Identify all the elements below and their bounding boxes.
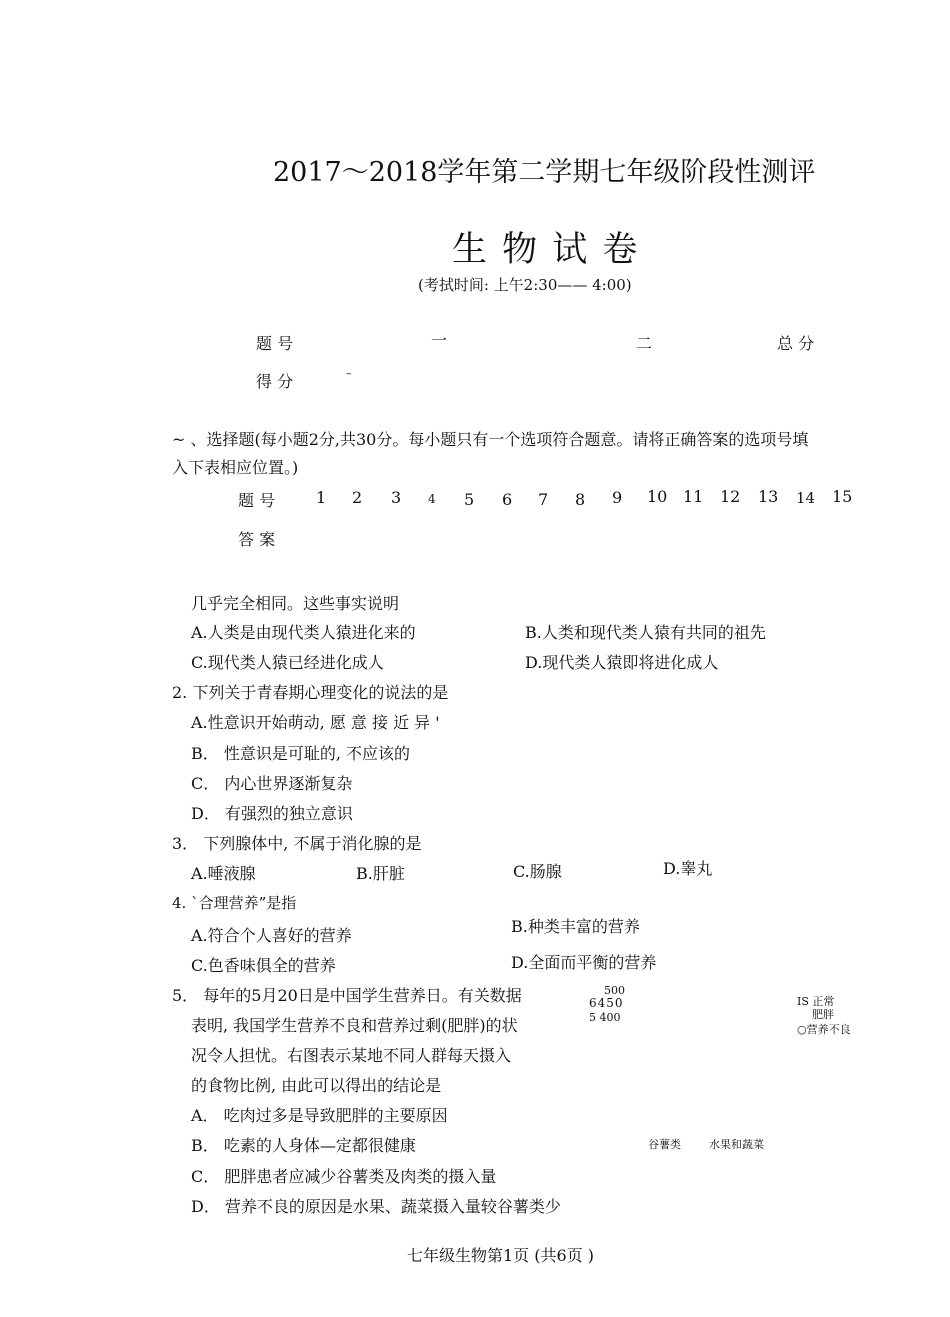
q5-option-c: C． 肥胖患者应减少谷薯类及肉类的摄入量: [191, 1167, 497, 1186]
answer-table-number: 1: [316, 488, 327, 507]
q5-stem-line4: 的食物比例, 由此可以得出的结论是: [191, 1076, 442, 1095]
q3-stem: 3． 下列腺体中, 不属于消化腺的是: [172, 834, 422, 853]
answer-table-number: 15: [832, 487, 853, 506]
answer-table-number: 3: [391, 488, 402, 507]
q3-option-a: A.唾液腺: [191, 864, 256, 883]
q4-option-a: A.符合个人喜好的营养: [191, 926, 352, 945]
q4-option-d: D.全面而平衡的营养: [511, 953, 657, 972]
q3-option-b: B.肝脏: [356, 864, 405, 883]
q2-option-b: B． 性意识是可耻的, 不应该的: [191, 744, 411, 763]
figure-legend-obese: 肥胖: [812, 1008, 834, 1021]
q5-stem-line2: 表明, 我国学生营养不良和营养过剩(肥胖)的状: [191, 1016, 518, 1035]
q1-stem: 几乎完全相同。这些事实说明: [191, 594, 400, 613]
answer-table-answer-label: 答 案: [238, 530, 276, 549]
q2-option-d: D． 有强烈的独立意识: [191, 804, 353, 823]
section-instructions-line1: ~ 、选择题(每小题2分,共30分。每小题只有一个选项符合题意。请将正确答案的选项号填: [172, 430, 809, 449]
q3-option-c: C.肠腺: [513, 862, 562, 881]
exam-title: 2017～2018学年第二学期七年级阶段性测评: [273, 157, 816, 188]
figure-legend-normal: IS 正常: [797, 995, 835, 1008]
q3-option-d: D.睾丸: [663, 859, 713, 878]
score-table-col-total: 总 分: [777, 334, 815, 353]
score-table-col-2: 二: [636, 334, 653, 353]
q4-option-c: C.色香味俱全的营养: [191, 956, 336, 975]
q2-stem: 2. 下列关于青春期心理变化的说法的是: [172, 683, 449, 702]
score-table-mark: –: [346, 367, 352, 380]
q4-option-b: B.种类丰富的营养: [511, 917, 640, 936]
answer-table-number: 11: [683, 487, 704, 506]
answer-table-number: 9: [612, 488, 623, 507]
q5-option-d: D． 营养不良的原因是水果、蔬菜摄入量较谷薯类少: [191, 1197, 561, 1216]
q2-option-c: C． 内心世界逐渐复杂: [191, 774, 353, 793]
answer-table-number: 5: [464, 490, 475, 509]
figure-category-fruits-vegetables: 水果和蔬菜: [709, 1138, 764, 1151]
figure-category-grains: 谷薯类: [648, 1138, 681, 1151]
q4-stem: 4. `合理营养”是指: [172, 894, 297, 912]
q1-option-d: D.现代类人猿即将进化成人: [525, 653, 719, 672]
answer-table-number: 4: [428, 492, 436, 506]
q5-option-b: B． 吃素的人身体—定都很健康: [191, 1136, 416, 1155]
answer-table-number: 6: [502, 490, 513, 509]
q1-option-b: B.人类和现代类人猿有共同的祖先: [525, 623, 766, 642]
section-instructions-line2: 入下表相应位置。): [172, 458, 299, 477]
answer-table-number: 8: [575, 490, 586, 509]
q5-stem-line3: 况令人担忧。右图表示某地不同人群每天摄入: [191, 1046, 512, 1065]
figure-tick-label: 500: [604, 984, 625, 997]
answer-table-number: 7: [538, 490, 549, 509]
q1-option-c: C.现代类人猿已经进化成人: [191, 653, 384, 672]
q2-option-a: A.性意识开始萌动, 愿 意 接 近 异 ': [191, 713, 440, 732]
exam-time: (考拭时间: 上午2:30—— 4:00): [418, 276, 632, 294]
score-table-col-1: 一: [431, 331, 448, 350]
subject-title: 生 物 试 卷: [452, 230, 640, 270]
figure-tick-label: 5 400: [589, 1011, 621, 1024]
q5-option-a: A． 吃肉过多是导致肥胖的主要原因: [191, 1106, 448, 1125]
answer-table-number: 2: [352, 488, 363, 507]
answer-table-number: 12: [720, 487, 741, 506]
score-table-row-label: 题 号: [256, 334, 294, 353]
answer-table-number: 13: [758, 487, 779, 506]
page-footer: 七年级生物第1页 (共6页 ): [407, 1246, 595, 1265]
q5-stem-line1: 5． 每年的5月20日是中国学生营养日。有关数据: [172, 986, 522, 1005]
score-table-score-label: 得 分: [256, 372, 294, 391]
answer-table-number: 14: [796, 489, 816, 507]
q1-option-a: A.人类是由现代类人猿进化来的: [191, 623, 416, 642]
figure-legend-malnourished: ○营养不良: [797, 1023, 851, 1036]
answer-table-number: 10: [647, 487, 668, 506]
answer-table-question-label: 题 号: [238, 491, 276, 510]
figure-tick-label: 6450: [589, 996, 624, 1010]
